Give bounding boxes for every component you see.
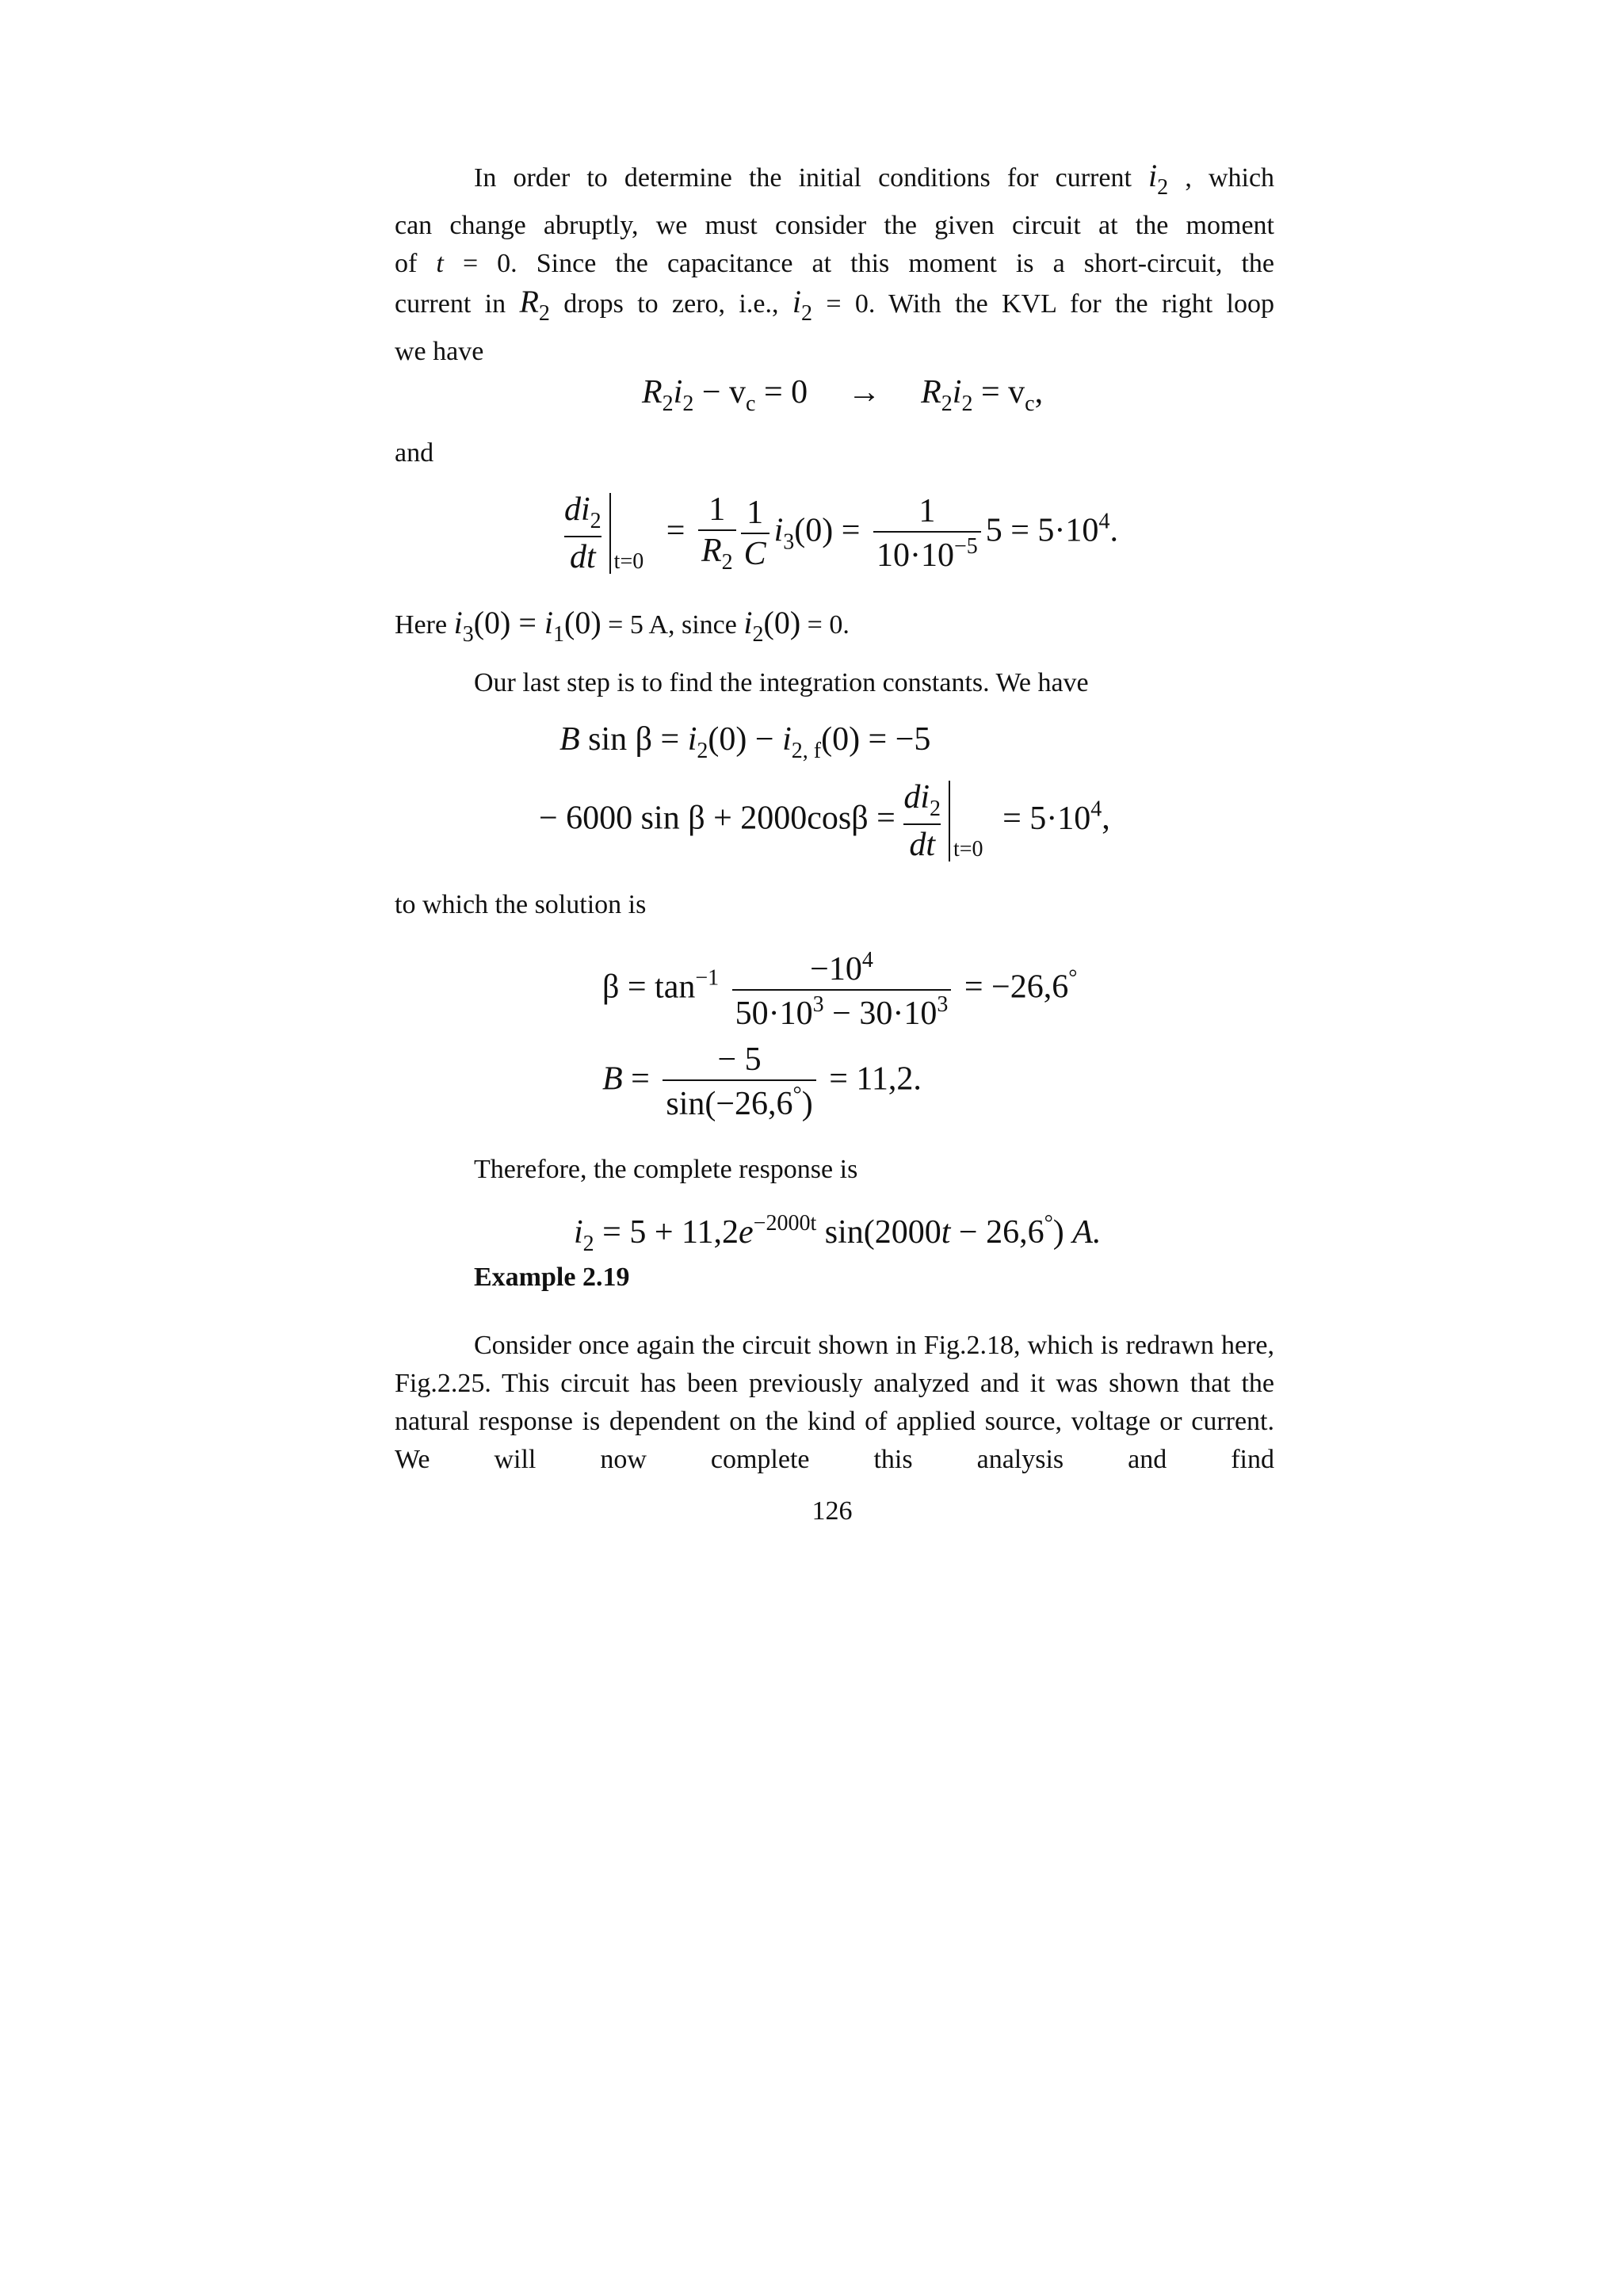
paragraph-complete-response: Therefore, the complete response is [474, 1155, 858, 1184]
derivative-fraction: $\frac{di_2}{dt}$ [564, 493, 611, 574]
text-here: Here $i_3(0) = i_1(0) = 5$ A, since $i_2(0) = 0$. [395, 605, 850, 647]
paragraph-line: can change abruptly, we must consider the given circuit at the moment [395, 211, 1274, 240]
equation-derivative-condition: − 6000 sin β + 2000cosβ = $\frac{di_2}{dt}$ $_{t=0} = 5\cdot 10^4$, [539, 779, 1110, 863]
paragraph-line: current in $R_2$ drops to zero, i.e., $i_2 = 0$. With the KVL for the right loop [395, 284, 1274, 326]
equation-kvl: $R_2i_2 - v_c = 0 \to R_2i_2 = v_c$, [642, 374, 1044, 416]
paragraph-initial-conditions [395, 157, 1274, 371]
text-and: and [395, 438, 434, 468]
equation-beta: $\beta = \tan^{-1}$ $\frac{-10^4}{50\cdot 10^3 - 30\cdot 10^3}$ = −26,6° [602, 948, 1078, 1032]
paragraph-integration-constants: Our last step is to find the integration constants. We have [474, 668, 1089, 697]
page-number: 126 [812, 1496, 853, 1526]
equation-b-value: B = $\frac{- 5}{\sin(-26,6^\circ)}$ = 11,2. [602, 1041, 922, 1122]
paragraph-example: Consider once again the circuit shown in Fig.2.18, which is redrawn here, Fig.2.25. This circuit has been previously analyzed and it was shown that the natural response is dependent on the kind of applied source, voltage or current. We will now complete this analysis and find [395, 1331, 1274, 1474]
paragraph-line: In order to determine the initial conditions for current $i_2$ , which [474, 158, 1275, 200]
equation-complete-response: $i_2 = 5 + 11,2e^{-2000t}$ sin(2000t − 26,6°) A. [574, 1211, 1102, 1256]
example-title: Example 2.19 [474, 1263, 630, 1292]
paragraph-line: of t = 0. Since the capacitance at this moment is a short-circuit, the [395, 249, 1275, 278]
text-solution: to which the solution is [395, 890, 647, 919]
derivative-fraction: $\frac{di_2}{dt}$ [903, 781, 950, 861]
paragraph-line: we have [395, 337, 484, 366]
equation-b-sin-beta: B $\sin \beta = i_2(0) - i_{2, f}(0) = -5$ [559, 721, 931, 763]
equation-derivative: $\frac{di_2}{dt}$ $_{t=0}$ = $\frac{1}{R_2}$ $\frac{1}{C}$ $i_3(0)$ = $\frac{1}{10\cdot 10^{-5}}$ $5 = 5\cdot 10^4$. [564, 491, 1118, 575]
